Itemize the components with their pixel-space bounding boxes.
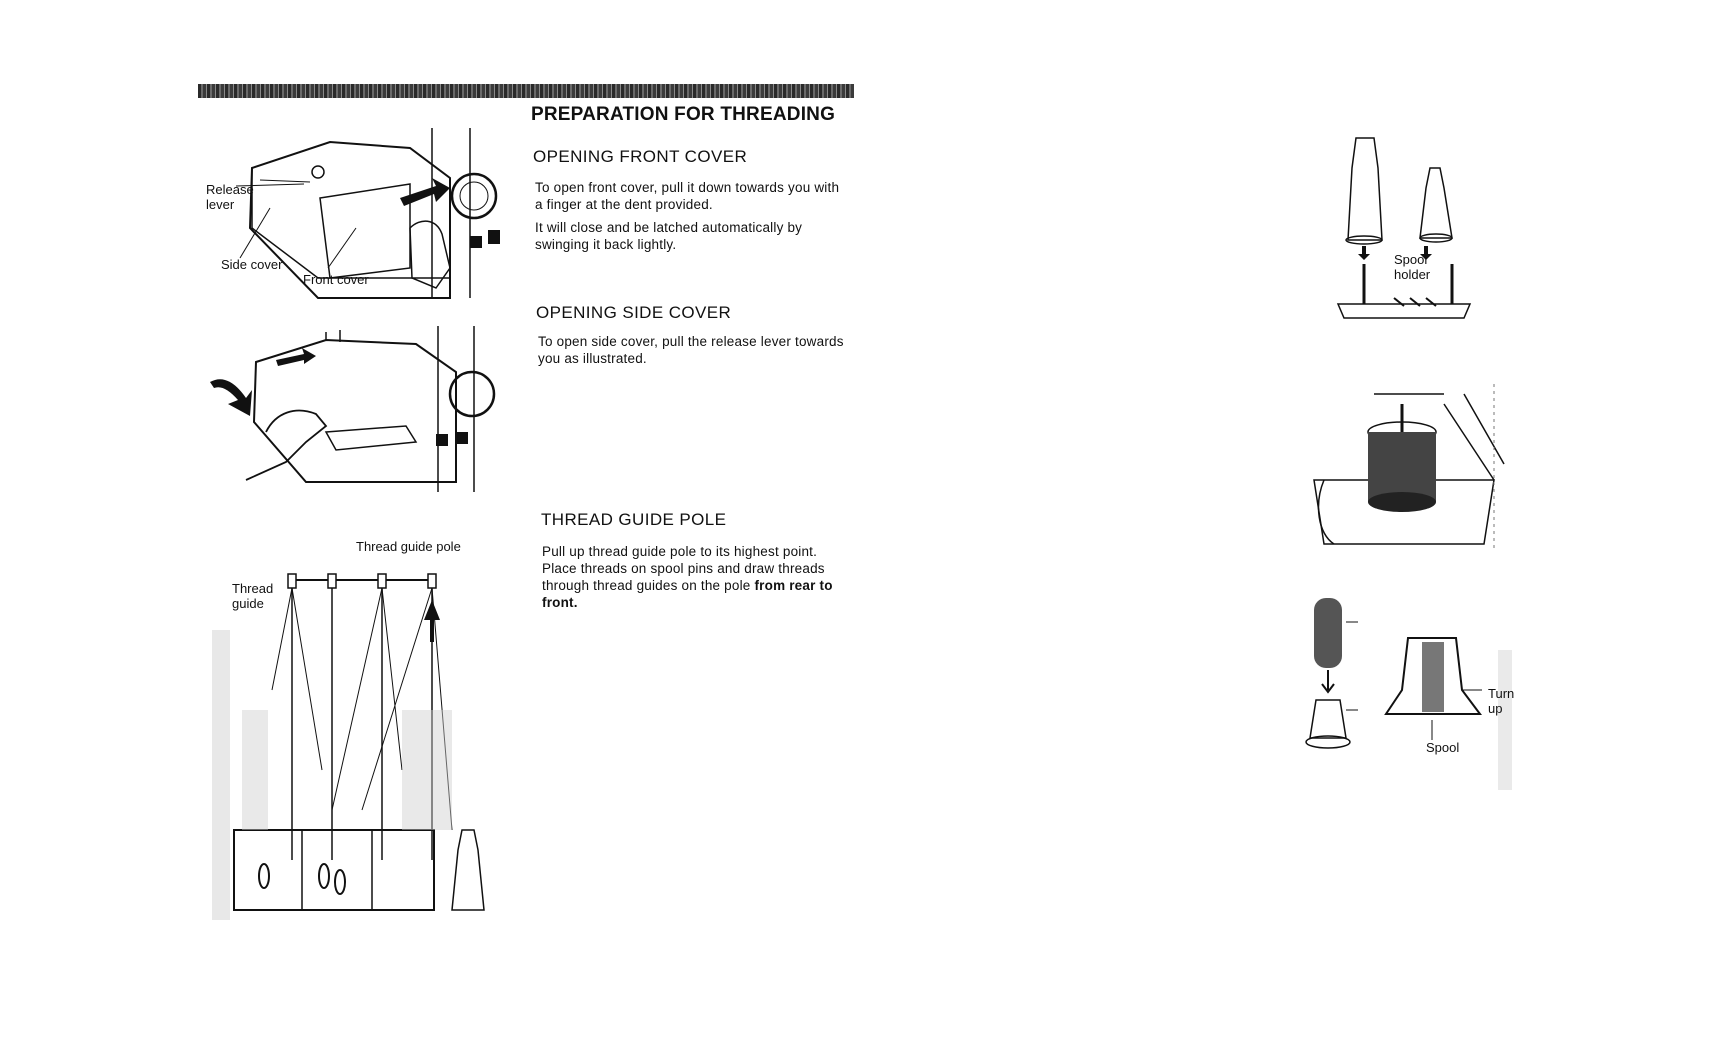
section-title: PREPARATION FOR THREADING — [531, 104, 836, 125]
paragraph-thread-guide-pole — [542, 543, 852, 611]
spool-holder-illustration — [1334, 128, 1474, 324]
label-thread-guide-pole: Thread guide pole — [356, 539, 461, 554]
paragraph-front-cover-1: To open front cover, pull it down towards you with a finger at the dent provided. — [535, 180, 840, 212]
paragraph-thread-guide-pole-text: Pull up thread guide pole to its highest point. Place threads on spool pins and draw threads through thread guides on the pole — [542, 544, 825, 593]
label-spool: Spool — [1426, 740, 1460, 755]
paragraph-thread-guide-pole-bold: from rear to front. — [542, 578, 833, 610]
cone-spool-illustration — [1294, 384, 1514, 550]
label-spool-holder: Spool holder — [1394, 252, 1431, 282]
label-side-cover: Side cover — [221, 257, 283, 272]
paragraph-front-cover-2: It will close and be latched automatically by swinging it back lightly. — [535, 220, 803, 252]
paragraph-side-cover: To open side cover, pull the release lever towards you as illustrated. — [538, 334, 844, 366]
label-turn-up: Turn up — [1488, 686, 1515, 716]
header-rule — [198, 84, 854, 98]
label-thread-guide: Thread guide — [232, 581, 274, 611]
label-release-lever: Release lever — [206, 182, 254, 212]
subheading-front-cover: OPENING FRONT COVER — [533, 147, 748, 166]
side-cover-illustration — [206, 322, 512, 500]
subheading-side-cover: OPENING SIDE COVER — [536, 303, 732, 322]
label-front-cover: Front cover — [303, 272, 369, 287]
subheading-thread-guide-pole: THREAD GUIDE POLE — [541, 510, 727, 529]
